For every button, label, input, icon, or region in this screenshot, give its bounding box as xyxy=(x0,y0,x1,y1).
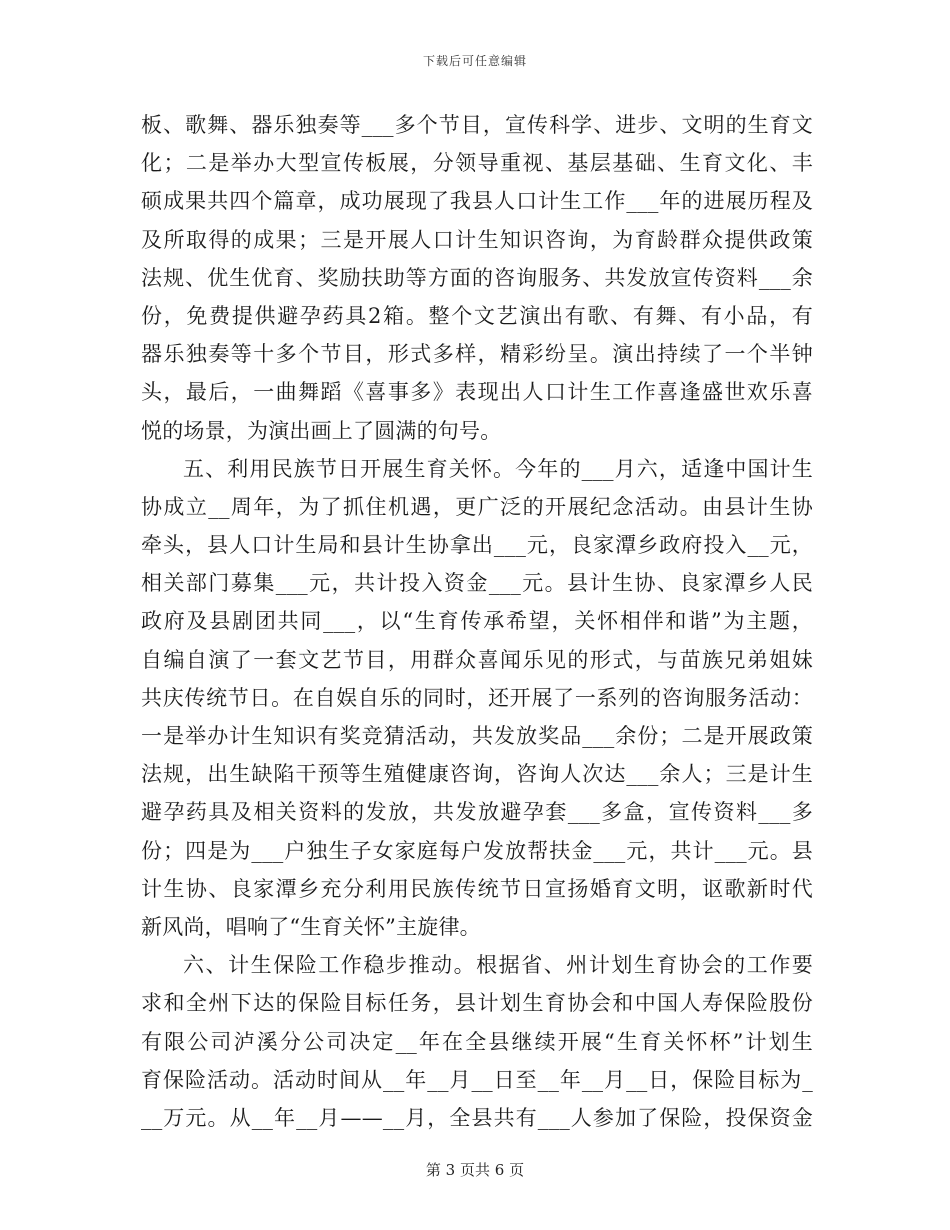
paragraph-five-start: 五、利用民族节日开展生育关怀。今年的___月六，适逢中国计生 xyxy=(183,456,813,481)
text-line: 自编自演了一套文艺节目，用群众喜闻乐见的形式，与苗族兄弟姐妹 xyxy=(141,647,813,672)
text-line: 硕成果共四个篇章，成功展现了我县人口计生工作___年的进展历程及 xyxy=(141,189,813,214)
document-body xyxy=(141,106,813,1137)
text-line: 一是举办计生知识有奖竞猜活动，共发放奖品___余份；二是开展政策 xyxy=(141,724,813,748)
text-line: 育保险活动。活动时间从__年__月__日至__年__月__日，保险目标为_ xyxy=(141,1067,813,1092)
text-line: 协成立__周年，为了抓住机遇，更广泛的开展纪念活动。由县计生协 xyxy=(141,494,813,519)
text-line: 有限公司泸溪分公司决定__年在全县继续开展“生育关怀杯”计划生 xyxy=(141,1029,813,1054)
text-line: 求和全州下达的保险目标任务，县计划生育协会和中国人寿保险股份 xyxy=(141,991,813,1016)
text-line: 新风尚，唱响了“生育关怀”主旋律。 xyxy=(141,914,481,939)
text-line: 政府及县剧团共同___，以“生育传承希望，关怀相伴和谐”为主题， xyxy=(141,609,813,634)
text-line: 份，免费提供避孕药具2箱。整个文艺演出有歌、有舞、有小品，有 xyxy=(141,303,813,328)
text-line: 相关部门募集___元，共计投入资金___元。县计生协、良家潭乡人民 xyxy=(141,571,813,596)
page-number-footer: 第 3 页共 6 页 xyxy=(425,1161,525,1179)
text-line: 计生协、良家潭乡充分利用民族传统节日宣扬婚育文明，讴歌新时代 xyxy=(141,876,813,901)
text-line: 头，最后，一曲舞蹈《喜事多》表现出人口计生工作喜逢盛世欢乐喜 xyxy=(141,380,813,405)
text-line: 化；二是举办大型宣传板展，分领导重视、基层基础、生育文化、丰 xyxy=(141,151,813,176)
text-line: 悦的场景，为演出画上了圆满的句号。 xyxy=(141,418,502,443)
text-line: 牵头，县人口计生局和县计生协拿出___元，良家潭乡政府投入__元， xyxy=(141,533,813,558)
text-line: 及所取得的成果；三是开展人口计生知识咨询，为育龄群众提供政策 xyxy=(141,227,813,252)
text-line: 避孕药具及相关资料的发放，共发放避孕套___多盒，宣传资料___多 xyxy=(141,800,813,825)
text-line: 法规，出生缺陷干预等生殖健康咨询，咨询人次达___余人；三是计生 xyxy=(141,762,813,787)
text-line: __万元。从__年__月——__月，全县共有___人参加了保险，投保资金 xyxy=(141,1105,813,1130)
text-line: 法规、优生优育、奖励扶助等方面的咨询服务、共发放宣传资料___余 xyxy=(141,265,813,290)
page-header: 下载后可任意编辑 xyxy=(422,54,527,68)
text-line: 份；四是为___户独生子女家庭每户发放帮扶金___元，共计___元。县 xyxy=(141,838,813,863)
text-line: 板、歌舞、器乐独奏等___多个节目，宣传科学、进步、文明的生育文 xyxy=(141,113,813,137)
text-line: 共庆传统节日。在自娱自乐的同时，还开展了一系列的咨询服务活动： xyxy=(141,685,813,710)
paragraph-six-start: 六、计生保险工作稳步推动。根据省、州计划生育协会的工作要 xyxy=(183,953,813,978)
text-line: 器乐独奏等十多个节目，形式多样，精彩纷呈。演出持续了一个半钟 xyxy=(141,342,813,367)
